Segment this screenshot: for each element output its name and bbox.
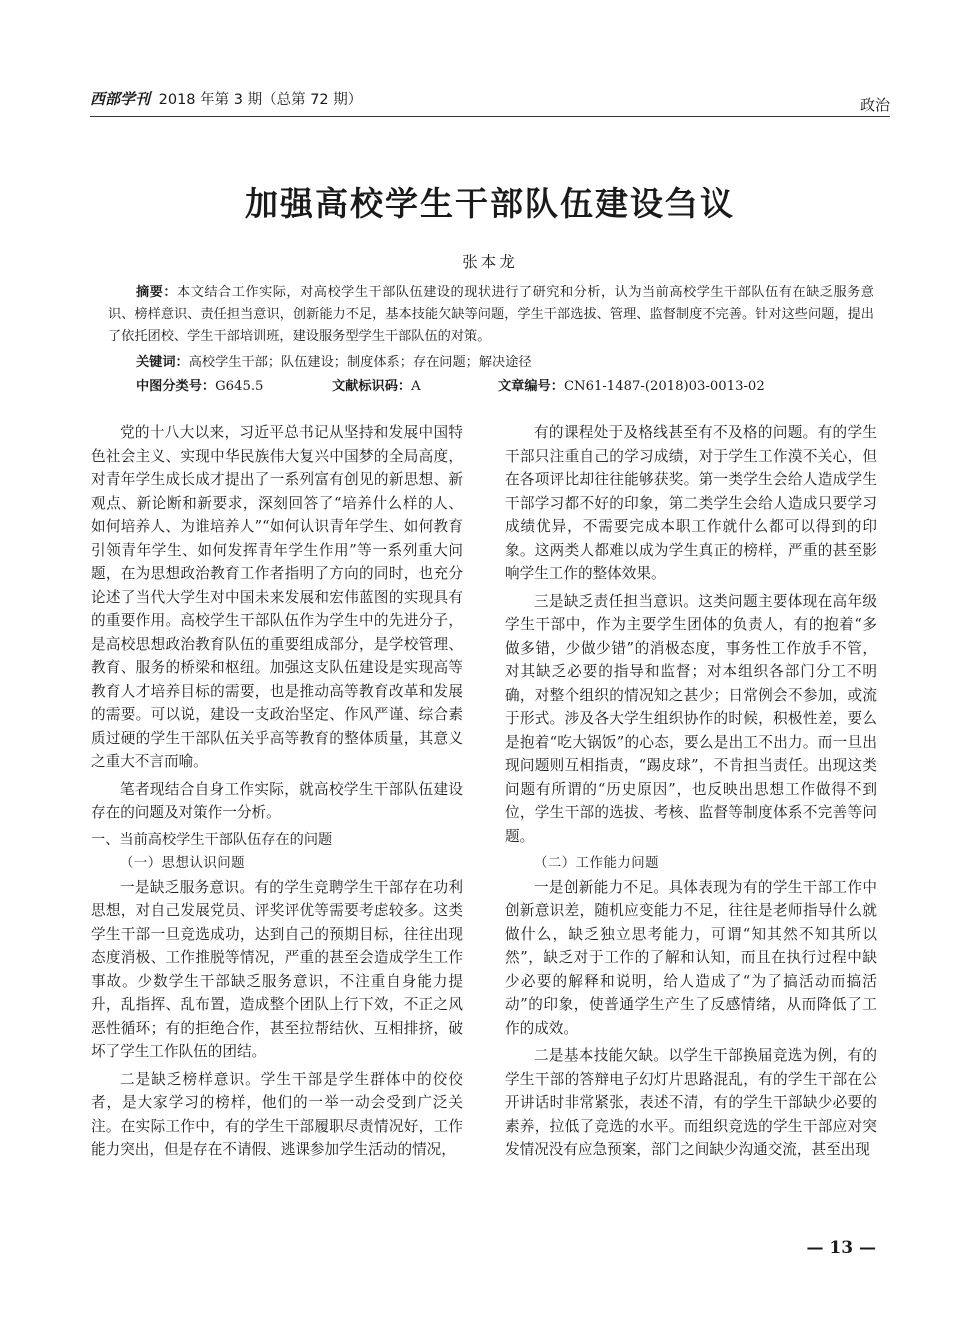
running-header [90,82,890,112]
paragraph: 笔者现结合自身工作实际，就高校学生干部队伍建设存在的问题及对策作一分析。 [91,780,463,821]
header-divider [90,116,890,117]
clc-label: 中图分类号： [136,379,216,394]
page-number: — 13 — [806,1238,876,1258]
article-number-value: CN61-1487-(2018)03-0013-02 [563,379,765,394]
paragraph: 一是创新能力不足。具体表现为有的学生干部工作中创新意识差，随机应变能力不足，往往是老师指导什么就做什么，缺乏独立思考能力，可谓“知其然不知其所以然”，缺乏对于工作的了解和认知，而且在执行过程中缺少必要的解释和说明，给人造成了“为了搞活动而搞活动”的印象，使普通学生产生了反感情绪，从而降低了工作的成效。 [505,878,877,1037]
document-code [332,376,421,398]
article-author: 张本龙 [462,253,518,271]
keywords [136,352,876,374]
abstract-label: 摘要： [136,285,178,300]
abstract [108,282,874,348]
subsection-heading: （二）工作能力问题 [534,856,660,871]
abstract-text: 本文结合工作实际，对高校学生干部队伍建设的现状进行了研究和分析，认为当前高校学生干部队伍有在缺乏服务意识、榜样意识、责任担当意识，创新能力不足，基本技能欠缺等问题，学生干部选拔、管理、监督制度不完善。针对这些问题，提出了依托团校、学生干部培训班，建设服务型学生干部队伍的对策。 [108,285,874,344]
document-code-value: A [411,379,421,394]
journal-issue-info [90,88,362,109]
keywords-text: 高校学生干部；队伍建设；制度体系；存在问题；解决途径 [188,355,532,370]
paragraph: 党的十八大以来，习近平总书记从坚持和发展中国特色社会主义、实现中华民族伟大复兴中国梦的全局高度，对青年学生成长成才提出了一系列富有创见的新思想、新观点、新论断和新要求，深刻回答了“培养什么样的人、如何培养人、为谁培养人”“如何认识青年学生、如何教育引领青年学生、如何发挥青年学生作用”等一系列重大问题，在为思想政治教育工作者指明了方向的同时，也充分论述了当代大学生对中国未来发展和宏伟蓝图的实现具有的重要作用。高校学生干部队伍作为学生中的先进分子，是高校思想政治教育队伍的重要组成部分，是学校管理、教育、服务的桥梁和枢纽。加强这支队伍建设是实现高等教育人才培养目标的需要，也是推动高等教育改革和发展的需要。可以说，建设一支政治坚定、作风严谨、综合素质过硬的学生干部队伍关乎高等教育的整体质量，其意义之重大不言而喻。 [91,424,463,770]
article-number [498,376,765,398]
body-column-left [91,421,463,1166]
article-title: 加强高校学生干部队伍建设刍议 [245,184,735,223]
section-heading: 一、当前高校学生干部队伍存在的问题 [91,831,333,848]
paragraph: 有的课程处于及格线甚至有不及格的问题。有的学生干部只注重自己的学习成绩，对于学生工作漠不关心，但在各项评比却往往能够获奖。第一类学生会给人造成学生干部学习都不好的印象，第二类学生会给人造成只要学习成绩优异，不需要完成本职工作就什么都可以得到的印象。这两类人都难以成为学生真正的榜样，严重的甚至影响学生工作的整体效果。 [505,424,877,582]
paragraph: 二是基本技能欠缺。以学生干部换届竞选为例，有的学生干部的答辩电子幻灯片思路混乱，有的学生干部在公开讲话时非常紧张，表述不清，有的学生干部缺少必要的素养，拉低了竞选的水平。而组织竞选的学生干部应对突发情况没有应急预案，部门之间缺少沟通交流，甚至出现 [505,1047,877,1158]
keywords-label: 关键词： [136,355,189,370]
issue-label: 2018 年第 3 期（总第 72 期） [158,92,363,108]
article-number-label: 文章编号： [498,379,564,394]
section-label: 政治 [859,96,890,114]
document-code-label: 文献标识码： [332,379,412,394]
paragraph: 一是缺乏服务意识。有的学生竞聘学生干部存在功利思想，对自己发展党员、评奖评优等需要考虑较多。这类学生干部一旦竞选成功，达到自己的预期目标，往往出现态度消极、工作推脱等情况，严重的甚至会造成学生工作事故。少数学生干部缺乏服务意识，不注重自身能力提升，乱指挥、乱布置，造成整个团队上行下效，不正之风恶性循环；有的拒绝合作，甚至拉帮结伙、互相排挤，破坏了学生工作队伍的团结。 [91,878,463,1060]
clc-number [136,376,263,398]
body-column-right [505,421,877,1166]
paragraph: 三是缺乏责任担当意识。这类问题主要体现在高年级学生干部中，作为主要学生团体的负责人，有的抱着“多做多错，少做少错”的消极态度，事务性工作放手不管，对其缺乏必要的指导和监督；对本组织各部门分工不明确，对整个组织的情况知之甚少；日常例会不参加，或流于形式。涉及各大学生组织协作的时候，积极性差，要么是抱着“吃大锅饭”的心态，要么是出工不出力。而一旦出现问题则互相指责，“踢皮球”，不肯担当责任。出现这类问题有所谓的“历史原因”，也反映出思想工作做得不到位，学生干部的选拔、考核、监督等制度体系不完善等问题。 [505,592,877,845]
journal-logo: 西部学刊 [90,90,151,108]
clc-value: G645.5 [215,379,264,394]
subsection-heading: （一）思想认识问题 [120,856,246,871]
paragraph: 二是缺乏榜样意识。学生干部是学生群体中的佼佼者，是大家学习的榜样，他们的一举一动会受到广泛关注。在实际工作中，有的学生干部履职尽责情况好，工作能力突出，但是存在不请假、逃课参加学生活动的情况， [91,1070,463,1158]
